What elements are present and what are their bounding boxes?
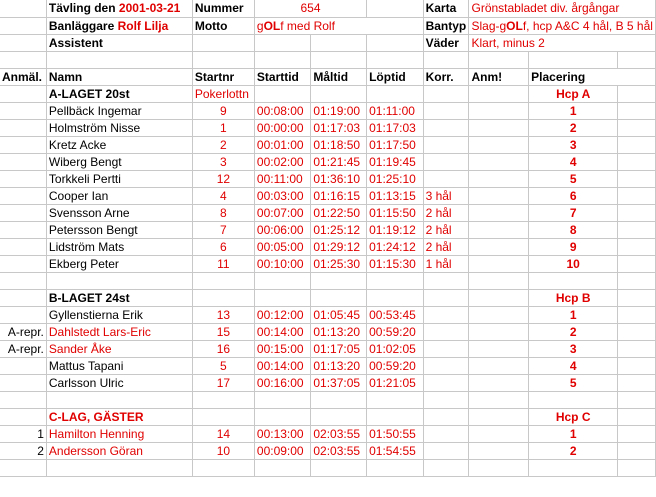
group-hcp[interactable]: Hcp B — [529, 289, 618, 306]
row-finish-time[interactable]: 01:29:12 — [311, 238, 367, 255]
row-correction[interactable] — [423, 340, 469, 357]
header-row-3 — [0, 34, 656, 51]
row-finish-time[interactable]: 01:17:03 — [311, 119, 367, 136]
table-row — [0, 153, 656, 170]
row-start-time[interactable]: 00:01:00 — [254, 136, 310, 153]
course-setter-cell[interactable]: Banläggare Rolf Lilja — [46, 17, 192, 34]
row-name[interactable]: Gyllenstierna Erik — [46, 306, 192, 323]
spacer-row — [0, 459, 656, 476]
row-anmal[interactable] — [0, 306, 46, 323]
group-title[interactable]: A-LAGET 20st — [46, 85, 192, 102]
col-start-time[interactable]: Starttid — [254, 68, 310, 85]
row-finish-time[interactable]: 01:25:30 — [311, 255, 367, 272]
table-row — [0, 204, 656, 221]
row-correction[interactable] — [423, 102, 469, 119]
row-anmal[interactable] — [0, 357, 46, 374]
row-finish-time[interactable]: 01:13:20 — [311, 357, 367, 374]
row-name[interactable]: Petersson Bengt — [46, 221, 192, 238]
row-name[interactable]: Dahlstedt Lars-Eric — [46, 323, 192, 340]
row-name[interactable]: Svensson Arne — [46, 204, 192, 221]
row-start-time[interactable]: 00:13:00 — [254, 425, 310, 442]
row-start-no[interactable]: 4 — [192, 187, 254, 204]
table-row — [0, 221, 656, 238]
row-start-time[interactable]: 00:10:00 — [254, 255, 310, 272]
row-finish-time[interactable]: 01:05:45 — [311, 306, 367, 323]
row-start-time[interactable]: 00:06:00 — [254, 221, 310, 238]
row-placing[interactable]: 10 — [529, 255, 618, 272]
row-start-time[interactable]: 00:05:00 — [254, 238, 310, 255]
row-run-time[interactable]: 01:50:55 — [367, 425, 423, 442]
row-anmal[interactable] — [0, 204, 46, 221]
col-run-time[interactable]: Löptid — [367, 68, 423, 85]
row-finish-time[interactable]: 01:19:00 — [311, 102, 367, 119]
col-finish-time[interactable]: Måltid — [311, 68, 367, 85]
row-run-time[interactable]: 00:59:20 — [367, 357, 423, 374]
row-finish-time[interactable]: 01:22:50 — [311, 204, 367, 221]
group-hcp[interactable]: Hcp A — [529, 85, 618, 102]
course-type-value[interactable]: Slag-gOLf, hcp A&C 4 hål, B 5 hål — [469, 17, 656, 34]
row-start-no[interactable]: 15 — [192, 323, 254, 340]
table-row — [0, 374, 656, 391]
row-correction[interactable] — [423, 323, 469, 340]
weather-label[interactable]: Väder — [423, 34, 469, 51]
row-anmal[interactable]: A-repr. — [0, 340, 46, 357]
row-run-time[interactable]: 01:17:03 — [367, 119, 423, 136]
row-start-time[interactable]: 00:00:00 — [254, 119, 310, 136]
col-placing[interactable]: Placering — [529, 68, 656, 85]
row-correction[interactable] — [423, 153, 469, 170]
row-placing[interactable]: 5 — [529, 374, 618, 391]
col-start-no[interactable]: Startnr — [192, 68, 254, 85]
row-correction[interactable]: 2 hål — [423, 221, 469, 238]
row-start-no[interactable]: 7 — [192, 221, 254, 238]
row-name[interactable]: Ekberg Peter — [46, 255, 192, 272]
row-correction[interactable]: 3 hål — [423, 187, 469, 204]
table-row — [0, 136, 656, 153]
number-value[interactable]: 654 — [254, 0, 366, 17]
row-anmal[interactable]: 2 — [0, 442, 46, 459]
row-anmal[interactable] — [0, 119, 46, 136]
table-row — [0, 187, 656, 204]
table-row — [0, 442, 656, 459]
table-row — [0, 238, 656, 255]
row-start-time[interactable]: 00:16:00 — [254, 374, 310, 391]
row-name[interactable]: Wiberg Bengt — [46, 153, 192, 170]
row-start-time[interactable]: 00:12:00 — [254, 306, 310, 323]
col-correction[interactable]: Korr. — [423, 68, 469, 85]
row-placing[interactable]: 2 — [529, 323, 618, 340]
row-start-time[interactable]: 00:08:00 — [254, 102, 310, 119]
row-run-time[interactable]: 01:13:15 — [367, 187, 423, 204]
row-name[interactable]: Holmström Nisse — [46, 119, 192, 136]
row-start-no[interactable]: 13 — [192, 306, 254, 323]
group-hcp[interactable]: Hcp C — [529, 408, 618, 425]
row-start-time[interactable]: 00:11:00 — [254, 170, 310, 187]
group-sub[interactable]: Pokerlottn — [192, 85, 254, 102]
row-placing[interactable]: 1 — [529, 425, 618, 442]
map-label[interactable]: Karta — [423, 0, 469, 17]
row-finish-time[interactable]: 01:25:12 — [311, 221, 367, 238]
table-row — [0, 119, 656, 136]
row-anmal[interactable] — [0, 255, 46, 272]
table-row — [0, 170, 656, 187]
row-name[interactable]: Carlsson Ulric — [46, 374, 192, 391]
row-finish-time[interactable]: 01:16:15 — [311, 187, 367, 204]
row-start-no[interactable]: 3 — [192, 153, 254, 170]
motto-label[interactable]: Motto — [192, 17, 254, 34]
header-row-1 — [0, 0, 656, 17]
group-title[interactable]: B-LAGET 24st — [46, 289, 192, 306]
row-name[interactable]: Torkkeli Pertti — [46, 170, 192, 187]
row-run-time[interactable]: 00:59:20 — [367, 323, 423, 340]
table-row — [0, 340, 656, 357]
row-run-time[interactable]: 01:54:55 — [367, 442, 423, 459]
row-name[interactable]: Andersson Göran — [46, 442, 192, 459]
row-anmal[interactable] — [0, 221, 46, 238]
col-anmal[interactable]: Anmäl. — [0, 68, 46, 85]
row-start-time[interactable]: 00:02:00 — [254, 153, 310, 170]
row-correction[interactable]: 1 hål — [423, 255, 469, 272]
row-name[interactable]: Hamilton Henning — [46, 425, 192, 442]
row-start-time[interactable]: 00:07:00 — [254, 204, 310, 221]
competition-cell[interactable]: Tävling den 2001-03-21 — [46, 0, 192, 17]
row-placing[interactable]: 2 — [529, 119, 618, 136]
row-start-time[interactable]: 00:14:00 — [254, 357, 310, 374]
header-row-2 — [0, 17, 656, 34]
row-placing[interactable]: 9 — [529, 238, 618, 255]
row-start-time[interactable]: 00:03:00 — [254, 187, 310, 204]
row-placing[interactable]: 1 — [529, 102, 618, 119]
row-start-no[interactable]: 16 — [192, 340, 254, 357]
row-correction[interactable] — [423, 374, 469, 391]
row-placing[interactable]: 5 — [529, 170, 618, 187]
row-anmal[interactable] — [0, 238, 46, 255]
row-start-no[interactable]: 10 — [192, 442, 254, 459]
row-start-no[interactable]: 2 — [192, 136, 254, 153]
col-name[interactable]: Namn — [46, 68, 192, 85]
row-placing[interactable]: 3 — [529, 136, 618, 153]
row-start-time[interactable]: 00:15:00 — [254, 340, 310, 357]
row-finish-time[interactable]: 01:17:05 — [311, 340, 367, 357]
row-correction[interactable]: 2 hål — [423, 238, 469, 255]
row-anmal[interactable] — [0, 102, 46, 119]
row-finish-time[interactable]: 01:21:45 — [311, 153, 367, 170]
column-header-row — [0, 68, 656, 85]
row-anmal[interactable]: A-repr. — [0, 323, 46, 340]
map-value[interactable]: Grönstabladet div. årgångar — [469, 0, 656, 17]
row-placing[interactable]: 8 — [529, 221, 618, 238]
table-row — [0, 306, 656, 323]
row-start-no[interactable]: 1 — [192, 119, 254, 136]
row-name[interactable]: Kretz Acke — [46, 136, 192, 153]
assistant-label[interactable]: Assistent — [46, 34, 192, 51]
row-finish-time[interactable]: 02:03:55 — [311, 442, 367, 459]
group-header-b — [0, 289, 656, 306]
row-anmal[interactable] — [0, 374, 46, 391]
row-correction[interactable] — [423, 119, 469, 136]
row-finish-time[interactable]: 01:36:10 — [311, 170, 367, 187]
motto-value[interactable]: gOLf med Rolf — [254, 17, 423, 34]
row-finish-time[interactable]: 01:37:05 — [311, 374, 367, 391]
row-start-time[interactable]: 00:14:00 — [254, 323, 310, 340]
row-anmal[interactable]: 1 — [0, 425, 46, 442]
row-correction[interactable] — [423, 442, 469, 459]
row-start-no[interactable]: 17 — [192, 374, 254, 391]
row-placing[interactable]: 2 — [529, 442, 618, 459]
row-name[interactable]: Mattus Tapani — [46, 357, 192, 374]
row-start-no[interactable]: 5 — [192, 357, 254, 374]
row-correction[interactable] — [423, 425, 469, 442]
weather-value[interactable]: Klart, minus 2 — [469, 34, 656, 51]
row-correction[interactable] — [423, 136, 469, 153]
row-start-no[interactable]: 14 — [192, 425, 254, 442]
row-correction[interactable] — [423, 306, 469, 323]
row-run-time[interactable]: 01:25:10 — [367, 170, 423, 187]
row-run-time[interactable]: 01:15:30 — [367, 255, 423, 272]
row-name[interactable]: Lidström Mats — [46, 238, 192, 255]
row-run-time[interactable]: 01:19:45 — [367, 153, 423, 170]
row-start-time[interactable]: 00:09:00 — [254, 442, 310, 459]
row-finish-time[interactable]: 01:13:20 — [311, 323, 367, 340]
group-header-c — [0, 408, 656, 425]
row-correction[interactable]: 2 hål — [423, 204, 469, 221]
row-run-time[interactable]: 01:02:05 — [367, 340, 423, 357]
row-anmal[interactable] — [0, 187, 46, 204]
spacer-row — [0, 272, 656, 289]
row-start-no[interactable]: 6 — [192, 238, 254, 255]
row-start-no[interactable]: 12 — [192, 170, 254, 187]
row-run-time[interactable]: 01:24:12 — [367, 238, 423, 255]
row-start-no[interactable]: 9 — [192, 102, 254, 119]
col-remark[interactable]: Anm! — [469, 68, 529, 85]
table-row — [0, 255, 656, 272]
row-name[interactable]: Sander Åke — [46, 340, 192, 357]
table-row — [0, 425, 656, 442]
row-finish-time[interactable]: 02:03:55 — [311, 425, 367, 442]
table-row — [0, 102, 656, 119]
row-run-time[interactable]: 01:11:00 — [367, 102, 423, 119]
row-name[interactable]: Pellbäck Ingemar — [46, 102, 192, 119]
number-label[interactable]: Nummer — [192, 0, 254, 17]
row-run-time[interactable]: 01:21:05 — [367, 374, 423, 391]
row-run-time[interactable]: 01:15:50 — [367, 204, 423, 221]
row-start-no[interactable]: 11 — [192, 255, 254, 272]
row-placing[interactable]: 4 — [529, 153, 618, 170]
row-finish-time[interactable]: 01:18:50 — [311, 136, 367, 153]
row-placing[interactable]: 1 — [529, 306, 618, 323]
row-placing[interactable]: 4 — [529, 357, 618, 374]
row-correction[interactable] — [423, 357, 469, 374]
row-run-time[interactable]: 01:19:12 — [367, 221, 423, 238]
course-type-label[interactable]: Bantyp — [423, 17, 469, 34]
row-start-no[interactable]: 8 — [192, 204, 254, 221]
spacer-row — [0, 51, 656, 68]
row-name[interactable]: Cooper Ian — [46, 187, 192, 204]
row-correction[interactable] — [423, 170, 469, 187]
group-title[interactable]: C-LAG, GÄSTER — [46, 408, 192, 425]
table-row — [0, 357, 656, 374]
row-placing[interactable]: 7 — [529, 204, 618, 221]
row-anmal[interactable] — [0, 153, 46, 170]
table-row — [0, 323, 656, 340]
group-header-a — [0, 85, 656, 102]
row-run-time[interactable]: 00:53:45 — [367, 306, 423, 323]
row-anmal[interactable] — [0, 170, 46, 187]
row-anmal[interactable] — [0, 136, 46, 153]
row-placing[interactable]: 6 — [529, 187, 618, 204]
spacer-row — [0, 391, 656, 408]
row-placing[interactable]: 3 — [529, 340, 618, 357]
row-run-time[interactable]: 01:17:50 — [367, 136, 423, 153]
